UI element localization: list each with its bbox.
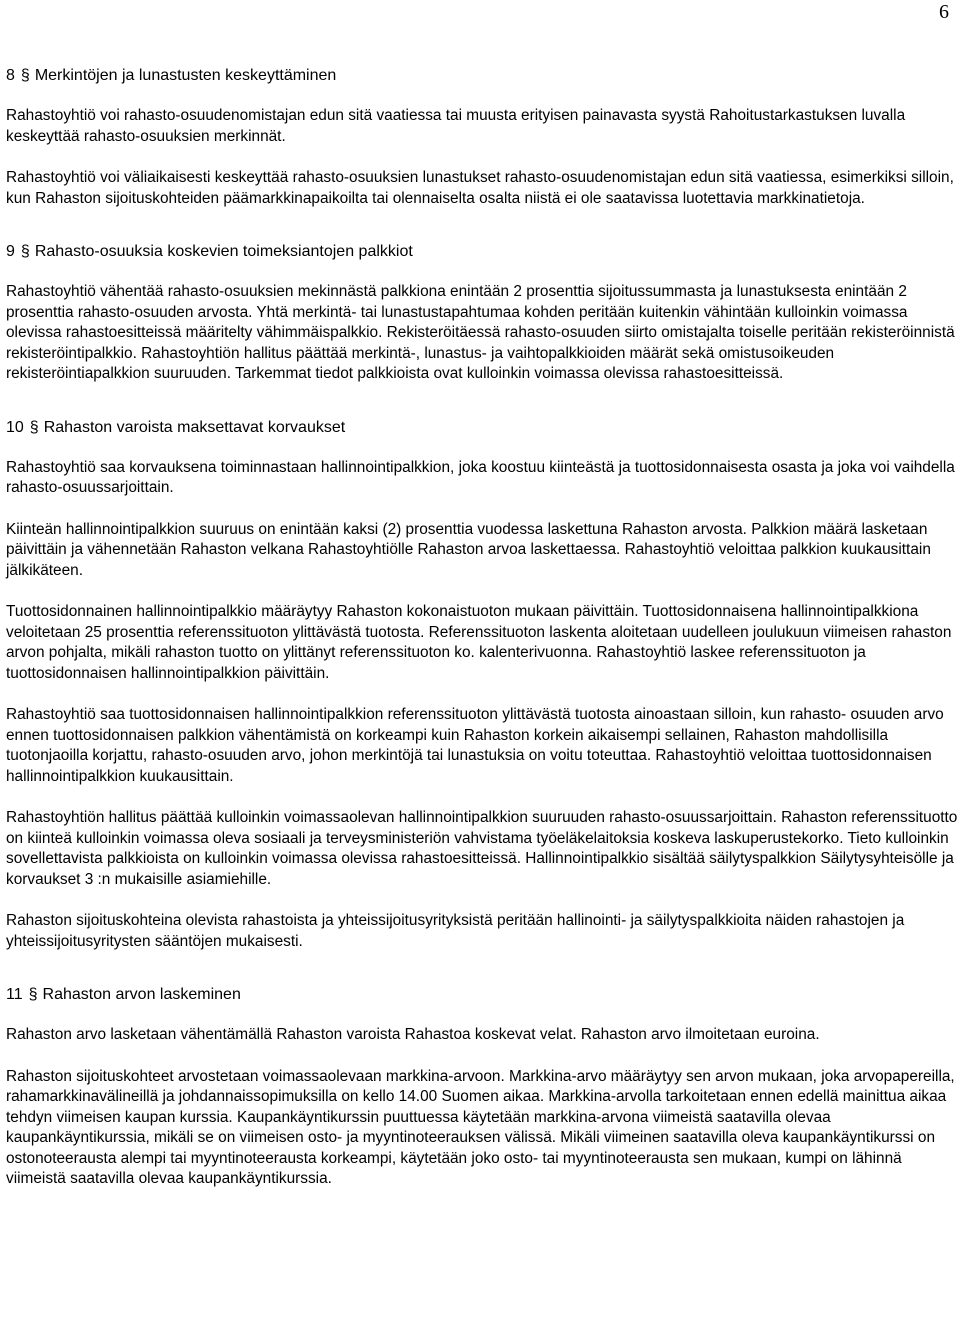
paragraph: Rahastoyhtiö saa tuottosidonnaisen hallinnointipalkkion referenssituoton ylittävästä tuotosta ainoastaan silloin, kun rahasto- osuuden arvo ennen tuottosidonnaisen palkkion vähentämistä on korkeampi kuin Rahaston korkein aikaisempi sellainen, Rahaston mahdollisilla tuotonjaoilla korjattu, rahasto-osuuden arvo, johon merkintöjä tai lunastuksia on voitu toteuttaa. Rahastoyhtiö veloittaa tuottosidonnaisen hallinnointipalkkion kuukausittain. (6, 706, 944, 785)
paragraph: Rahastoyhtiö vähentää rahasto-osuuksien mekinnästä palkkiona enintään 2 prosenttia sijoitussummasta ja lunastuksesta enintään 2 prosenttia rahasto-osuuden arvosta. Yhtä merkintä- tai lunastustapahtumaa kohden peritään kuitenkin vähintään kulloinkin voimassa olevissa rahastoesitteissä määritelty vähimmäispalkkio. Rekisteröitäessä rahasto-osuuden siirto omistajalta toiselle peritään rekisteröinnistä rekisteröintipalkkio. Rahastoyhtiön hallitus päättää merkintä-, lunastus- ja vaihtopalkkioiden määrät sekä omistusoikeuden rekisteröintiapalkkion suuruuden. Tarkemmat tiedot palkkioista ovat kulloinkin voimassa olevissa rahastoesitteissä. (6, 283, 955, 382)
section-heading (6, 66, 958, 86)
paragraph: Kiinteän hallinnointipalkkion suuruus on enintään kaksi (2) prosenttia vuodessa laskettuna Rahaston arvosta. Palkkion määrä lasketaan päivittäin ja vähennetään Rahaston velkana Rahastoyhtiölle Rahaston arvoa laskettaessa. Rahastoyhtiö veloittaa palkkion kuukausittain jälkikäteen. (6, 520, 931, 579)
section-title: Rahaston arvon laskeminen (42, 986, 241, 1003)
paragraph: Tuottosidonnainen hallinnointipalkkio määräytyy Rahaston kokonaistuoton mukaan päivittäin. Tuottosidonnaisena hallinnointipalkkiona veloitetaan 25 prosenttia referenssituoton ylittävästä tuotosta. Referenssituoton laskenta aloitetaan uudelleen joulukuun viimeisen rahaston arvon pohjalta, mikäli rahaston tuotto on ylittänyt referenssituoton ko. kalenterivuonna. Rahastoyhtiö laskee referenssituoton ja tuottosidonnaisen hallinnointipalkkion päivittäin. (6, 603, 952, 682)
section-11 (6, 985, 958, 1190)
section-number: 9 (6, 243, 15, 260)
section-sign-icon: § (20, 243, 30, 260)
section-sign-icon: § (20, 67, 30, 84)
section-10 (6, 418, 958, 953)
page-number: 6 (939, 1, 949, 23)
section-heading (6, 985, 958, 1005)
section-number: 8 (6, 67, 15, 84)
section-title: Merkintöjen ja lunastusten keskeyttäminen (34, 67, 337, 84)
section-sign-icon: § (29, 418, 39, 436)
paragraph: Rahastoyhtiön hallitus päättää kulloinkin voimassaolevan hallinnointipalkkion suuruuden rahasto-osuussarjoittain. Rahaston referenssituotto on kiinteä kulloinkin voimassa oleva sosiaali ja terveysministeriön vahvistama työeläkelaitoksia koskeva laskuperustekorko. Tieto kulloinkin sovellettavista palkkioista on kulloinkin voimassa olevissa rahastoesitteissä. Hallinnointipalkkio sisältää säilytyspalkkion Säilytysyhteisölle ja korvaukset 3 :n mukaisille asiamiehille. (6, 809, 958, 888)
paragraph: Rahaston arvo lasketaan vähentämällä Rahaston varoista Rahastoa koskevat velat. Rahaston arvo ilmoitetaan euroina. (6, 1026, 820, 1043)
paragraph: Rahastoyhtiö voi rahasto-osuudenomistajan edun sitä vaatiessa tai muusta erityisen painavasta syystä Rahoitustarkastuksen luvalla keskeyttää rahasto-osuuksien merkinnät. (6, 107, 906, 145)
document-body (6, 66, 958, 1190)
paragraph: Rahaston sijoituskohteina olevista rahastoista ja yhteissijoitusyrityksistä peritään hallinointi- ja säilytyspalkkioita näiden rahastojen ja yhteissijoitusyritysten sääntöjen mukaisesti. (6, 912, 905, 950)
section-heading (6, 242, 958, 262)
section-heading (6, 418, 958, 438)
paragraph: Rahaston sijoituskohteet arvostetaan voimassaolevaan markkina-arvoon. Markkina-arvo määräytyy sen arvon mukaan, joka arvopapereilla, rahamarkkinavälineillä ja johdannaissopimuksilla on kello 14.00 Suomen aikaa. Markkina-arvolla tarkoitetaan ennen edellä mainittua aikaa tehdyn viimeisen kaupan kurssia. Kaupankäyntikurssin puuttuessa käytetään markkina-arvona viimeistä saatavilla olevaa kaupankäyntikurssia, mikäli se on viimeisen osto- ja myyntinoteerauksen välissä. Mikäli viimeinen saatavilla oleva kaupankäyntikurssi on ostonoteerausta alempi tai myyntinoteerausta korkeampi, käytetään joko osto- tai myyntinoteerausta sen mukaan, kumpi on lähinnä viimeistä saatavilla olevaa kaupankäyntikurssia. (6, 1067, 955, 1187)
section-title: Rahaston varoista maksettavat korvaukset (43, 418, 346, 436)
section-title: Rahasto-osuuksia koskevien toimeksiantojen palkkiot (34, 243, 413, 260)
section-8 (6, 66, 958, 209)
paragraph: Rahastoyhtiö saa korvauksena toiminnastaan hallinnointipalkkion, joka koostuu kiinteästä ja tuottosidonnaisesta osasta ja joka voi vaihdella rahasto-osuussarjoittain. (6, 458, 955, 496)
section-9 (6, 242, 958, 385)
section-number: 10 (6, 418, 24, 436)
paragraph: Rahastoyhtiö voi väliaikaisesti keskeyttää rahasto-osuuksien lunastukset rahasto-osuudenomistajan edun sitä vaatiessa, esimerkiksi silloin, kun Rahaston sijoituskohteiden päämarkkinapaikoilta tai olennaiselta osalta niistä ei ole saatavissa luotettavia markkinatietoja. (6, 169, 954, 207)
section-sign-icon: § (28, 986, 38, 1003)
section-number: 11 (6, 986, 23, 1003)
